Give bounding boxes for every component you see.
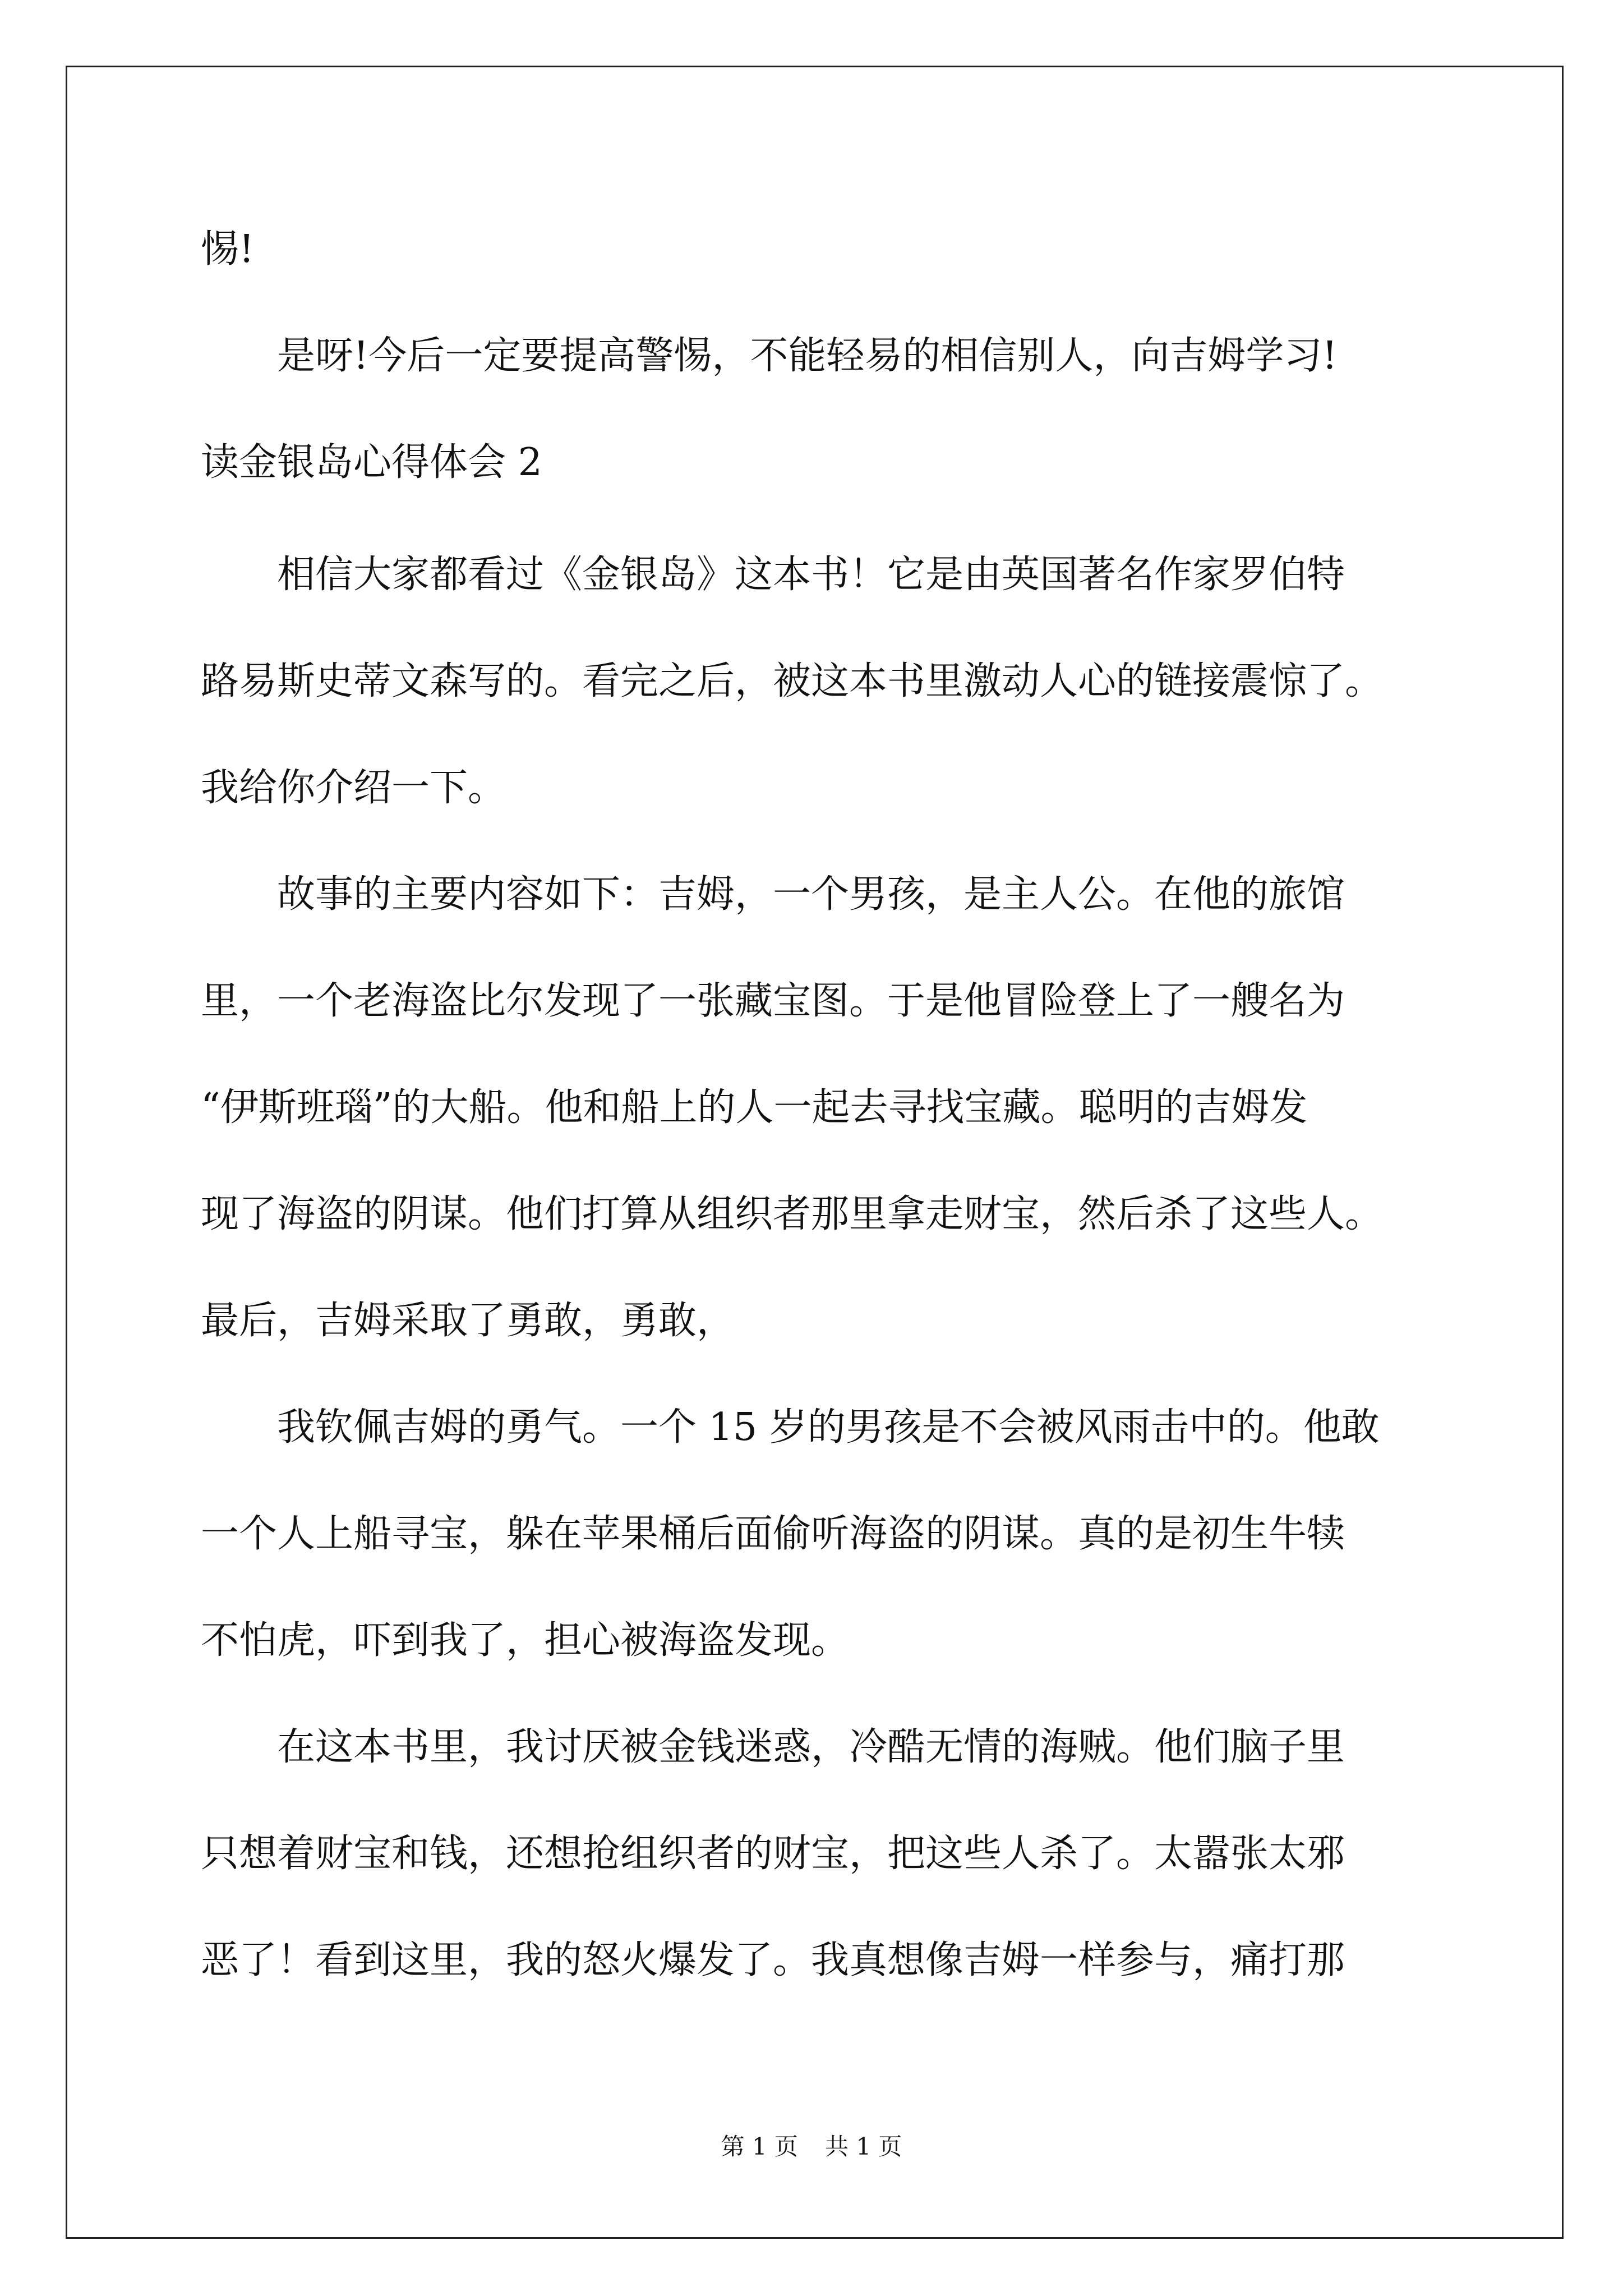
text-line: 惕!	[201, 227, 255, 272]
paragraph-start-line: 是呀!今后一定要提高警惕，不能轻易的相信别人，向吉姆学习!	[277, 334, 1338, 378]
text-line: “伊斯班瑙”的大船。他和船上的人一起去寻找宝藏。聪明的吉姆发	[201, 1085, 1308, 1130]
text-line: 里，一个老海盗比尔发现了一张藏宝图。于是他冒险登上了一艘名为	[201, 979, 1345, 1023]
text-line: 只想着财宝和钱，还想抢组织者的财宝，把这些人杀了。太嚣张太邪	[201, 1832, 1345, 1876]
text-line: 现了海盗的阴谋。他们打算从组织者那里拿走财宝，然后杀了这些人。	[201, 1192, 1384, 1236]
paragraph-start-line: 相信大家都看过《金银岛》这本书！它是由英国著名作家罗伯特	[277, 553, 1345, 597]
text-line: 不怕虎，吓到我了，担心被海盗发现。	[201, 1618, 850, 1663]
text-line: 路易斯史蒂文森写的。看完之后，被这本书里激动人心的链接震惊了。	[201, 659, 1384, 703]
paragraph-start-line: 我钦佩吉姆的勇气。一个 15 岁的男孩是不会被风雨击中的。他敢	[277, 1405, 1380, 1450]
paragraph-start-line: 在这本书里，我讨厌被金钱迷惑，冷酷无情的海贼。他们脑子里	[277, 1725, 1345, 1769]
page-footer	[0, 2128, 1623, 2162]
text-line: 一个人上船寻宝，躲在苹果桶后面偷听海盗的阴谋。真的是初生牛犊	[201, 1512, 1345, 1556]
section-heading: 读金银岛心得体会 2	[201, 440, 542, 485]
text-line: 恶了！看到这里，我的怒火爆发了。我真想像吉姆一样参与，痛打那	[201, 1938, 1345, 1982]
text-line: 我给你介绍一下。	[201, 766, 506, 810]
text-line: 最后，吉姆采取了勇敢，勇敢，	[201, 1299, 735, 1343]
page-number: 第 1 页	[721, 2133, 798, 2160]
paragraph-start-line: 故事的主要内容如下：吉姆，一个男孩，是主人公。在他的旅馆	[277, 872, 1345, 917]
document-body	[201, 210, 1423, 2028]
page-total: 共 1 页	[825, 2133, 902, 2160]
